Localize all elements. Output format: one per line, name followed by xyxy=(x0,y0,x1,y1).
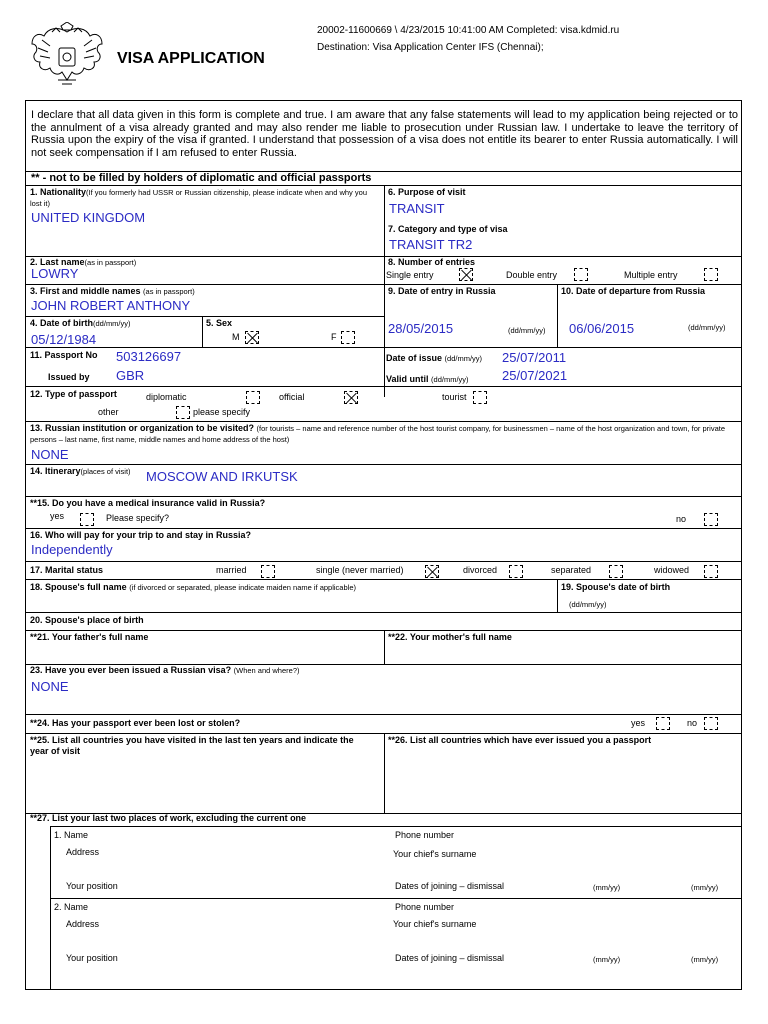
emblem-icon xyxy=(28,22,106,88)
birth-date-label: 4. Date of birth(dd/mm/yy) xyxy=(30,318,131,328)
work1-name-label: 1. Name xyxy=(54,830,89,840)
official-checkbox[interactable] xyxy=(344,391,358,404)
passport-no-value: 503126697 xyxy=(116,349,182,364)
other-label: other xyxy=(98,407,119,417)
purpose-value: TRANSIT xyxy=(389,201,445,216)
work-places-label: **27. List your last two places of work, excluding the current one xyxy=(30,813,307,823)
tourist-checkbox[interactable] xyxy=(473,391,487,404)
work2-name-label: 2. Name xyxy=(54,902,89,912)
sex-f-label: F xyxy=(331,332,337,342)
please-specify-label: please specify xyxy=(193,407,251,417)
spouse-birth-date-format: (dd/mm/yy) xyxy=(569,600,607,609)
issued-by-label: Issued by xyxy=(48,372,90,382)
work2-dates-label: Dates of joining – dismissal xyxy=(395,953,505,963)
official-label: official xyxy=(279,392,305,402)
reference-line: 20002-11600669 \ 4/23/2015 10:41:00 AM Completed: visa.kdmid.ru xyxy=(317,25,620,36)
work2-mmyy-join: (mm/yy) xyxy=(593,955,621,964)
work1-dates-label: Dates of joining – dismissal xyxy=(395,881,505,891)
divorced-label: divorced xyxy=(463,565,498,575)
visa-category-value: TRANSIT TR2 xyxy=(389,237,473,252)
departure-date-format: (dd/mm/yy) xyxy=(688,323,726,332)
double-entry-label: Double entry xyxy=(506,270,558,280)
valid-until-label: Valid until (dd/mm/yy) xyxy=(386,374,469,384)
multiple-entry-checkbox[interactable] xyxy=(704,268,718,281)
separated-label: separated xyxy=(551,565,592,575)
single-checkbox[interactable] xyxy=(425,565,439,578)
application-form xyxy=(25,100,742,990)
insurance-no-label: no xyxy=(676,514,687,524)
work1-address-label: Address xyxy=(66,847,100,857)
lost-passport-yes-checkbox[interactable] xyxy=(656,717,670,730)
lost-passport-no-label: no xyxy=(687,718,698,728)
prior-visa-value: NONE xyxy=(31,679,69,694)
work2-address-label: Address xyxy=(66,919,100,929)
passport-no-label: 11. Passport No xyxy=(30,350,98,360)
itinerary-label: 14. Itinerary(places of visit) xyxy=(30,466,131,476)
payer-value: Independently xyxy=(31,542,113,557)
spouse-birthplace-label: 20. Spouse's place of birth xyxy=(30,615,144,625)
destination-line: Destination: Visa Application Center IFS (Chennai); xyxy=(317,42,544,53)
marital-status-label: 17. Marital status xyxy=(30,565,104,575)
work1-chief-label: Your chief's surname xyxy=(393,849,477,859)
diplomatic-checkbox[interactable] xyxy=(246,391,260,404)
issue-date-value: 25/07/2011 xyxy=(502,350,567,365)
insurance-yes-checkbox[interactable] xyxy=(80,513,94,526)
sex-m-label: M xyxy=(232,332,240,342)
passport-countries-label: **26. List all countries which have ever issued you a passport xyxy=(388,735,652,745)
tourist-label: tourist xyxy=(442,392,467,402)
father-name-label: **21. Your father's full name xyxy=(30,632,149,642)
single-entry-checkbox[interactable] xyxy=(459,268,473,281)
page-title: VISA APPLICATION xyxy=(117,50,265,67)
entries-label: 8. Number of entries xyxy=(388,257,476,267)
entry-date-label: 9. Date of entry in Russia xyxy=(388,286,496,296)
issue-date-label: Date of issue (dd/mm/yy) xyxy=(386,353,483,363)
visa-category-label: 7. Category and type of visa xyxy=(388,224,508,234)
married-checkbox[interactable] xyxy=(261,565,275,578)
payer-label: 16. Who will pay for your trip to and stay in Russia? xyxy=(30,530,252,540)
departure-date-value: 06/06/2015 xyxy=(569,321,635,336)
valid-until-value: 25/07/2021 xyxy=(502,368,568,383)
work1-mmyy-join: (mm/yy) xyxy=(593,883,621,892)
institution-value: NONE xyxy=(31,447,69,462)
lost-passport-no-checkbox[interactable] xyxy=(704,717,718,730)
lost-passport-yes-label: yes xyxy=(631,718,646,728)
sex-m-checkbox[interactable] xyxy=(245,331,259,344)
insurance-yes-label: yes xyxy=(50,511,65,521)
prior-visa-label: 23. Have you ever been issued a Russian visa? (When and where?) xyxy=(30,665,300,675)
declaration-text: I declare that all data given in this form is complete and true. I am aware that any false statements will lead to my application being rejected or to the annulment of a visa already granted and may also render me liable to prosecution under Russian law. I undertake to leave the territory of Russia upon the expiry of the visa if granted. I understand that possession of a visa does not entitle its bearer to enter Russia automatically. I will not seek compensation if I am refused to enter Russia. xyxy=(31,109,738,159)
spouse-birth-date-label: 19. Spouse's date of birth xyxy=(561,582,671,592)
sex-f-checkbox[interactable] xyxy=(341,331,355,344)
diplomatic-note: ** - not to be filled by holders of diplomatic and official passports xyxy=(31,172,372,184)
sex-label: 5. Sex xyxy=(206,318,233,328)
birth-date-value: 05/12/1984 xyxy=(31,332,97,347)
passport-type-label: 12. Type of passport xyxy=(30,389,117,399)
work2-chief-label: Your chief's surname xyxy=(393,919,477,929)
single-entry-label: Single entry xyxy=(386,270,434,280)
work2-position-label: Your position xyxy=(66,953,118,963)
spouse-name-label: 18. Spouse's full name (if divorced or separated, please indicate maiden name if applicable) xyxy=(30,582,356,592)
mother-name-label: **22. Your mother's full name xyxy=(388,632,512,642)
departure-date-label: 10. Date of departure from Russia xyxy=(561,286,706,296)
insurance-specify-label: Please specify? xyxy=(106,513,170,523)
visited-countries-label: **25. List all countries you have visited in the last ten years and indicate the year of visit xyxy=(30,735,354,756)
work1-position-label: Your position xyxy=(66,881,118,891)
itinerary-value: MOSCOW AND IRKUTSK xyxy=(146,469,298,484)
widowed-checkbox[interactable] xyxy=(704,565,718,578)
other-checkbox[interactable] xyxy=(176,406,190,419)
insurance-no-checkbox[interactable] xyxy=(704,513,718,526)
double-entry-checkbox[interactable] xyxy=(574,268,588,281)
nationality-label: 1. Nationality(If you formerly had USSR or Russian citizenship, please indicate when and why you lost it) xyxy=(30,187,367,208)
last-name-value: LOWRY xyxy=(31,266,79,281)
work1-mmyy-dismiss: (mm/yy) xyxy=(691,883,719,892)
entry-date-format: (dd/mm/yy) xyxy=(508,326,546,335)
first-names-value: JOHN ROBERT ANTHONY xyxy=(31,298,191,313)
issued-by-value: GBR xyxy=(116,368,145,383)
work2-phone-label: Phone number xyxy=(395,902,455,912)
married-label: married xyxy=(216,565,247,575)
last-name-label: 2. Last name(as in passport) xyxy=(30,257,137,267)
separated-checkbox[interactable] xyxy=(609,565,623,578)
nationality-value: UNITED KINGDOM xyxy=(31,210,146,225)
insurance-label: **15. Do you have a medical insurance valid in Russia? xyxy=(30,498,266,508)
multiple-entry-label: Multiple entry xyxy=(624,270,678,280)
institution-label: 13. Russian institution or organization to be visited? (for tourists – name and reference number of the host tourist company, for businessmen – name of the host organization and town, for private persons – last name, first name, middle names and home address of the host) xyxy=(30,423,725,444)
divorced-checkbox[interactable] xyxy=(509,565,523,578)
purpose-label: 6. Purpose of visit xyxy=(388,187,466,197)
single-label: single (never married) xyxy=(316,565,404,575)
widowed-label: widowed xyxy=(654,565,690,575)
work1-phone-label: Phone number xyxy=(395,830,455,840)
work2-mmyy-dismiss: (mm/yy) xyxy=(691,955,719,964)
first-names-label: 3. First and middle names (as in passport) xyxy=(30,286,195,296)
lost-passport-label: **24. Has your passport ever been lost or stolen? xyxy=(30,718,241,728)
diplomatic-label: diplomatic xyxy=(146,392,187,402)
entry-date-value: 28/05/2015 xyxy=(388,321,454,336)
